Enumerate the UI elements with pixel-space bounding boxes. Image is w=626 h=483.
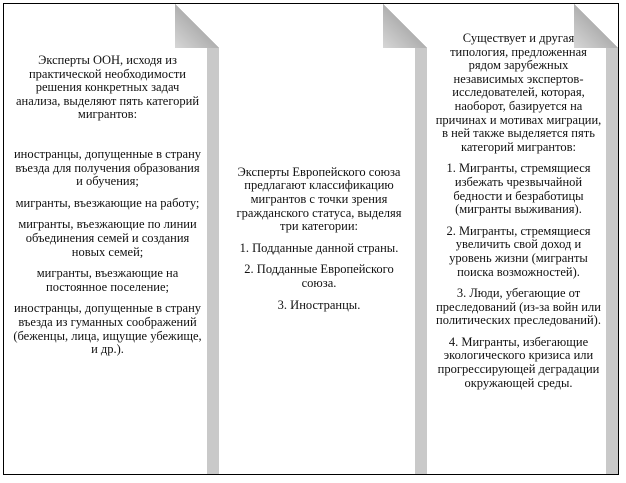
card-intro: Эксперты ООН, исходя из практической необходимости решения конкретных задач анализа, выделяют пять категорий мигрантов: bbox=[15, 53, 200, 122]
list-item: 3. Иностранцы. bbox=[277, 297, 361, 312]
list-item: иностранцы, допущенные в страну въезда для получения образования и обучения; bbox=[13, 146, 202, 189]
card-un-experts bbox=[4, 4, 219, 474]
card-shadow bbox=[606, 4, 618, 474]
list-item: 2. Мигранты, стремящиеся увеличить свой доход и уровень жизни (мигранты поиска возможностей). bbox=[446, 223, 591, 279]
list-item: 1. Мигранты, стремящиеся избежать чрезвычайной бедности и безработицы (мигранты выживания). bbox=[446, 161, 591, 217]
card-shadow bbox=[207, 4, 219, 474]
list-item: иностранцы, допущенные в страну въезда из гуманных соображений (беженцы, лица, ищущие убежище, и др.). bbox=[13, 301, 202, 357]
list-item: мигранты, въезжающие по линии объединения семей и создания новых семей; bbox=[18, 217, 197, 259]
card-eu-experts bbox=[219, 4, 427, 474]
list-item: мигранты, въезжающие на работу; bbox=[15, 195, 200, 210]
list-item: 3. Люди, убегающие от преследований (из-за войн или политических преследований). bbox=[436, 286, 601, 328]
list-item: мигранты, въезжающие на постоянное поселение; bbox=[36, 266, 179, 294]
card-text bbox=[12, 54, 203, 474]
card-intro: Эксперты Европейского союза предлагают классификацию мигрантов с точки зрения гражданского статуса, выделяя три категории: bbox=[236, 164, 402, 234]
card-text bbox=[227, 4, 411, 474]
list-item: 2. Подданные Европейского союза. bbox=[244, 262, 394, 290]
card-other-typology bbox=[427, 4, 618, 474]
card-text bbox=[435, 32, 602, 474]
diagram-frame bbox=[3, 3, 619, 475]
card-intro: Существует и другая типология, предложенная рядом зарубежных независимых экспертов-исследователей, которая, наоборот, базируется на причинах и мотивах миграции, в ней также выделяется пять категорий мигрантов: bbox=[435, 31, 602, 154]
card-shadow bbox=[415, 4, 427, 474]
list-item: 4. Мигранты, избегающие экологического кризиса или прогрессирующей деградации окружающей среды. bbox=[437, 334, 600, 390]
folded-corner-icon bbox=[175, 4, 219, 48]
list-item: 1. Подданные данной страны. bbox=[239, 240, 399, 255]
